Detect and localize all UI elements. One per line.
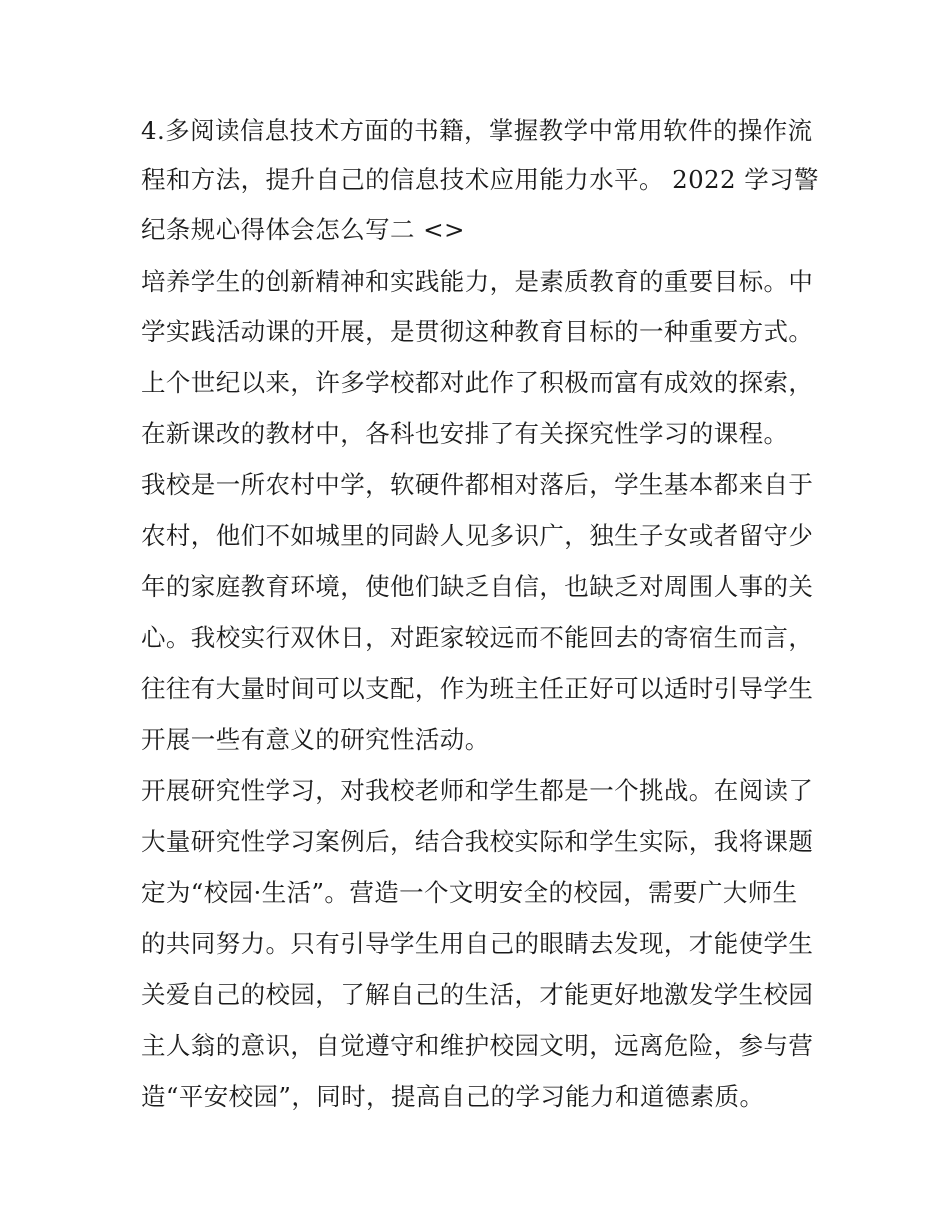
text-line: 大量研究性学习案例后，结合我校实际和学生实际，我将课题 xyxy=(141,827,814,856)
text-line: 关爱自己的校园，了解自己的生活，才能更好地激发学生校园 xyxy=(141,980,814,1009)
text-line: 往往有大量时间可以支配，作为班主任正好可以适时引导学生 xyxy=(141,674,814,703)
text-line: 上个世纪以来，许多学校都对此作了积极而富有成效的探索， xyxy=(141,368,814,397)
text-line: 年的家庭教育环境，使他们缺乏自信，也缺乏对周围人事的关 xyxy=(141,572,814,601)
text-line: 纪条规心得体会怎么写二 <> xyxy=(141,215,465,244)
text-line: 心。我校实行双休日，对距家较远而不能回去的寄宿生而言， xyxy=(141,623,814,652)
text-line: 定为“校园·生活”。营造一个文明安全的校园，需要广大师生 xyxy=(141,878,798,907)
text-line: 开展一些有意义的研究性活动。 xyxy=(141,725,490,754)
text-line: 农村，他们不如城里的同龄人见多识广，独生子女或者留守少 xyxy=(141,521,814,550)
text-line: 学实践活动课的开展，是贯彻这种教育目标的一种重要方式。 xyxy=(141,317,814,346)
text-line: 主人翁的意识，自觉遵守和维护校园文明，远离危险，参与营 xyxy=(141,1031,814,1060)
text-line: 开展研究性学习，对我校老师和学生都是一个挑战。在阅读了 xyxy=(141,776,814,805)
text-line: 造“平安校园”，同时，提高自己的学习能力和道德素质。 xyxy=(141,1082,765,1111)
text-line: 培养学生的创新精神和实践能力，是素质教育的重要目标。中 xyxy=(141,267,814,296)
text-line: 我校是一所农村中学，软硬件都相对落后，学生基本都来自于 xyxy=(141,470,814,499)
text-line: 在新课改的教材中，各科也安排了有关探究性学习的课程。 xyxy=(141,419,789,448)
text-line: 程和方法，提升自己的信息技术应用能力水平。 2022 学习警 xyxy=(141,165,819,194)
text-line: 的共同努力。只有引导学生用自己的眼睛去发现，才能使学生 xyxy=(141,929,814,958)
text-line: 4.多阅读信息技术方面的书籍，掌握教学中常用软件的操作流 xyxy=(141,116,813,145)
